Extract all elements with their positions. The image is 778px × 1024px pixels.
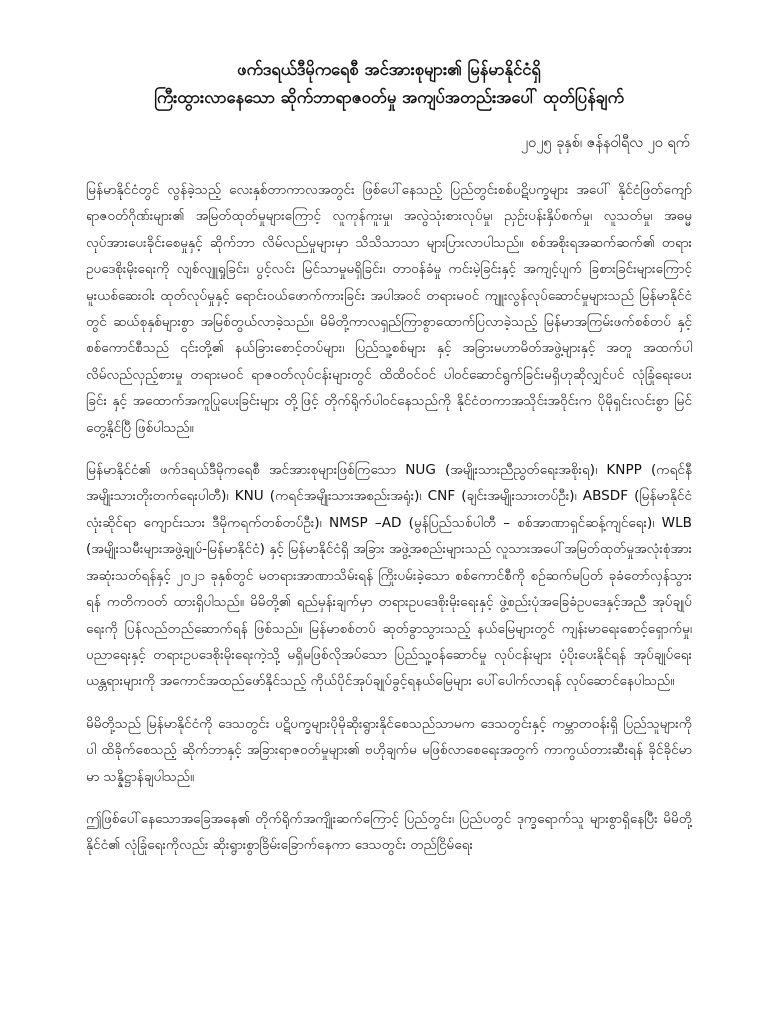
document-date: ၂၀၂၅ ခုနှစ်၊ ဇန်နဝါရီလ ၂၀ ရက် (520, 135, 690, 151)
title-line-1: ဖက်ဒရယ်ဒီမိုကရေစီ အင်အားစုများ၏ မြန်မာနိုင်ငံရှိ (237, 60, 541, 79)
paragraph-2: မြန်မာနိုင်ငံ၏ ဖက်ဒရယ်ဒီမိုကရေစီ အင်အားစုများဖြစ်ကြသော NUG (အမျိုးသားညီညွတ်ရေးအစိုးရ)၊ KNPP (ကရင်နီအမျိုးသားတိုးတက်ရေးပါတီ)၊ KNU (ကရင်အမျိုးသားအစည်းအရုံး)၊ CNF (ချင်းအမျိုးသားတပ်ဦး)၊ ABSDF (မြန်မာနိုင်ငံလုံးဆိုင်ရာ ကျောင်းသား ဒီမိုကရက်တစ်တပ်ဦး)၊ NMSP –AD (မွန်ပြည်သစ်ပါတီ – စစ်အာဏာရှင်ဆန့်ကျင်ရေး)၊ WLB (အမျိုးသမီးများအဖွဲ့ချုပ်-မြန်မာနိုင်ငံ) နှင့် မြန်မာနိုင်ငံရှိ အခြား အဖွဲ့အစည်းများသည် လူသားအပေါ်အမြတ်ထုတ်မှုအလုံးစုံအား အဆုံးသတ်ရန်နှင့် ၂၀၂၁ ခုနှစ်တွင် မတရားအာဏာသိမ်းရန် ကြိုးပမ်းခဲ့သော စစ်ကောင်စီကို စဉ်ဆက်မပြတ် ခုခံတော်လှန်သွားရန် ကတိကဝတ် ထားရှိပါသည်။ မိမိတို့၏ ရည်မှန်းချက်မှာ တရားဥပဒေစိုးမိုးရေးနှင့် ဖွဲ့စည်းပုံအခြေခံဥပဒေနှင့်အညီ အုပ်ချုပ်ရေးကို ပြန်လည်တည်ဆောက်ရန် ဖြစ်သည်။ မြန်မာစစ်တပ် ဆုတ်ခွာသွားသည့် နယ်မြေများတွင် ကျန်းမာရေးစောင့်ရှောက်မှု၊ ပညာရေးနှင့် တရားဥပဒေစိုးမိုးရေးကဲ့သို့ မရှိမဖြစ်လိုအပ်သော ပြည်သူ့ဝန်ဆောင်မှု လုပ်ငန်းများ ပံ့ပိုးပေးနိုင်ရန် အုပ်ချုပ်ရေးယန္တရားများကို အကောင်အထည်ဖော်နိုင်သည့် ကိုယ်ပိုင်အုပ်ချုပ်ခွင့်ရနယ်မြေများ ပေါ်ပေါက်လာရန် လုပ်ဆောင်နေပါသည်။ (86, 462, 692, 690)
paragraph-3: မိမိတို့သည် မြန်မာနိုင်ငံကို ဒေသတွင်း ပဋိပက္ခများပိုမိုဆိုးရွားနိုင်စေသည်သာမက ဒေသတွင်းနှင့် ကမ္ဘာတဝန်းရှိ ပြည်သူများကိုပါ ထိခိုက်စေသည့် ဆိုက်ဘာနှင့် အခြားရာဇ၀တ်မှုများ၏ ဗဟိုချက်မ မဖြစ်လာစေရေးအတွက် ကာကွယ်တားဆီးရန် ခိုင်ခိုင်မာမာ သန္နိဋ္ဌာန်ချပါသည်။ (86, 715, 692, 785)
document-title (86, 56, 692, 112)
paragraph-4: ဤဖြစ်ပေါ်နေသောအခြေအနေ၏ တိုက်ရိုက်အကျိုးဆက်ကြောင့် ပြည်တွင်း၊ ပြည်ပတွင် ဒုက္ခရောက်သူ များစွာရှိနေပြီး မိမိတို့ နိုင်ငံ၏ လုံခြုံရေးကိုလည်း ဆိုးရွားစွာခြိမ်းခြောက်နေကာ ဒေသတွင်း တည်ငြိမ်ရေး (86, 810, 692, 854)
document-body (86, 177, 692, 859)
title-line-2: ကြီးထွားလာနေသော ဆိုက်ဘာရာဇ၀တ်မှု အကျပ်အတည်းအပေါ် ထုတ်ပြန်ချက် (154, 88, 624, 107)
paragraph-1: မြန်မာနိုင်ငံတွင် လွန်ခဲ့သည့် လေးနှစ်တာကာလအတွင်း ဖြစ်ပေါ်နေသည့် ပြည်တွင်းစစ်ပဋိပက္ခများ အပေါ် နိုင်ငံဖြတ်ကျော် ရာဇ၀တ်ဂိုဏ်းများ၏ အမြတ်ထုတ်မှုများကြောင့် လူကုန်ကူးမှု၊ အလွဲသုံးစားလုပ်မှု၊ ညှဉ်းပန်းနှိပ်စက်မှု၊ လူသတ်မှု၊ အဓမ္မလုပ်အားပေးခိုင်းစေမှုနှင့် ဆိုက်ဘာ လိမ်လည်မှုများမှာ သိသိသာသာ များပြားလာပါသည်။ စစ်အစိုးရအဆက်ဆက်၏ တရားဥပဒေစိုးမိုးရေးကို လျစ်လျူရှုခြင်း၊ ပွင့်လင်း မြင်သာမှုမရှိခြင်း၊ တာဝန်ခံမှု ကင်းမဲ့ခြင်းနှင့် အကျင့်ပျက် ခြစားခြင်းများကြောင့် မူးယစ်ဆေးဝါး ထုတ်လုပ်မှုနှင့် ရောင်းဝယ်ဖောက်ကားခြင်း အပါအဝင် တရားမဝင် ကျူးလွန်လုပ်ဆောင်မှုများသည် မြန်မာနိုင်ငံတွင် ဆယ်စုနှစ်များစွာ အမြစ်တွယ်လာခဲ့သည်။ မိမိတို့ကာလရှည်ကြာစွာထောက်ပြလာခဲ့သည့် မြန်မာအကြမ်းဖက်စစ်တပ် နှင့် စစ်ကောင်စီသည် ၎င်းတို့၏ နယ်ခြားစောင့်တပ်များ၊ ပြည်သူ့စစ်များ နှင့် အခြားမဟာမိတ်အဖွဲ့များနှင့် အတူ အထက်ပါ လိမ်လည်လှည့်စားမှု တရားမဝင် ရာဇ၀တ်လုပ်ငန်းများတွင် ထိထိဝင်ဝင် ပါဝင်ဆောင်ရွက်ခြင်းမရှိဟုဆိုလျှင်ပင် လုံခြုံရေးပေးခြင်း နှင့် အထောက်အကူပြုပေးခြင်းများ တို့ဖြင့် တိုက်ရိုက်ပါဝင်နေသည်ကို နိုင်ငံတကာအသိုင်းအဝိုင်းက ပိုမိုရှင်းလင်းစွာ မြင်တွေ့နိုင်ပြီ ဖြစ်ပါသည်။ (86, 182, 692, 436)
